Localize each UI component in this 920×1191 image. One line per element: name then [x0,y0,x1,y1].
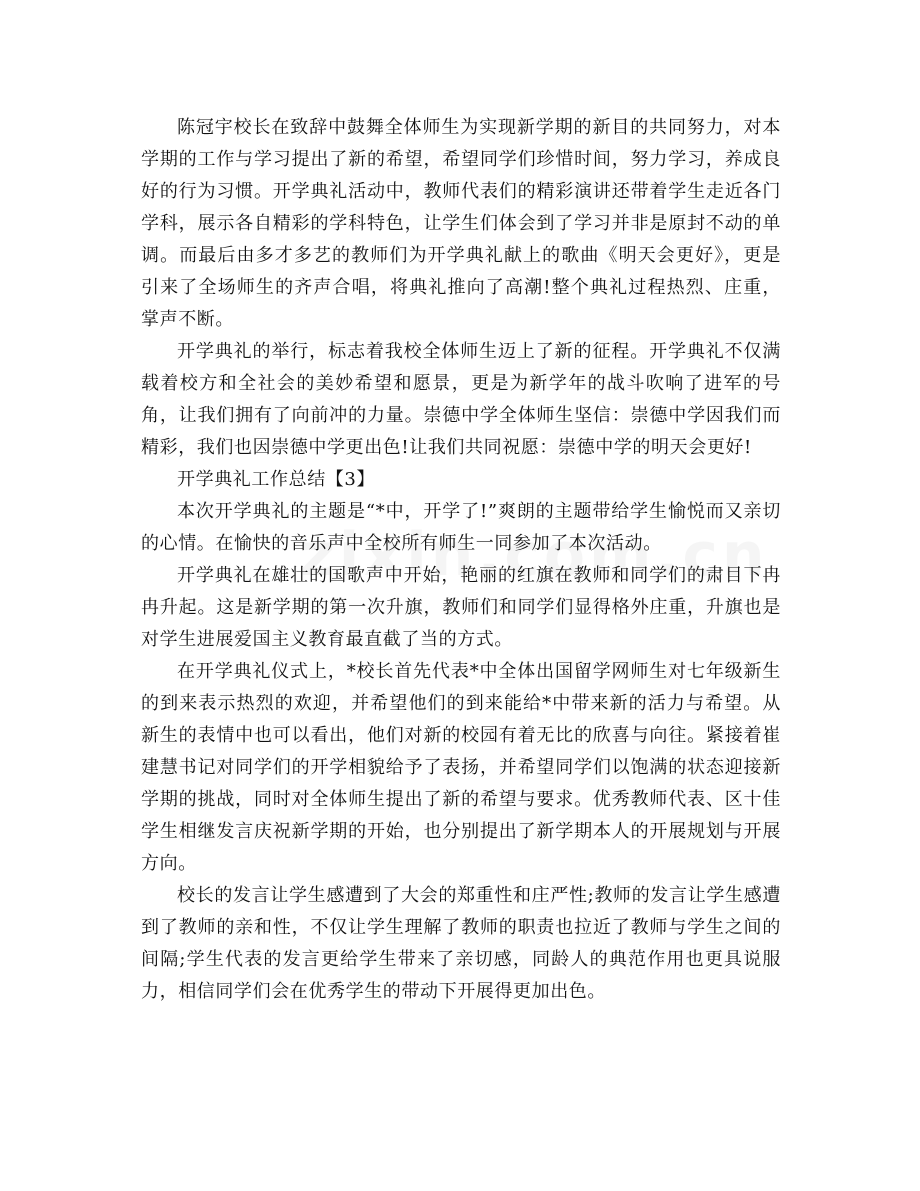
document-body [141,112,781,1008]
paragraph-new-journey: 开学典礼的举行，标志着我校全体师生迈上了新的征程。开学典礼不仅满载着校方和全社会的美妙希望和愿景，更是为新学年的战斗吹响了进军的号角，让我们拥有了向前冲的力量。崇德中学全体师生坚信：崇德中学因我们而精彩，我们也因崇德中学更出色!让我们共同祝愿：崇德中学的明天会更好! [141,341,781,458]
section-heading: 开学典礼工作总结【3】 [177,469,376,490]
paragraph-flag-raising: 开学典礼在雄壮的国歌声中开始，艳丽的红旗在教师和同学们的肃目下冉冉升起。这是新学期的第一次升旗，教师们和同学们显得格外庄重，升旗也是对学生进展爱国主义教育最直截了当的方式。 [141,565,781,650]
paragraph-principal-speech: 陈冠宇校长在致辞中鼓舞全体师生为实现新学期的新目的共同努力，对本学期的工作与学习提出了新的希望，希望同学们珍惜时间，努力学习，养成良好的行为习惯。开学典礼活动中，教师代表们的精彩演讲还带着学生走近各门学科，展示各自精彩的学科特色，让学生们体会到了学习并非是原封不动的单调。而最后由多才多艺的教师们为开学典礼献上的歌曲《明天会更好》，更是引来了全场师生的齐声合唱，将典礼推向了高潮!整个典礼过程热烈、庄重，掌声不断。 [141,117,781,330]
paragraph-speech-effects: 校长的发言让学生感遭到了大会的郑重性和庄严性;教师的发言让学生感遭到了教师的亲和性，不仅让学生理解了教师的职责也拉近了教师与学生之间的间隔;学生代表的发言更给学生带来了亲切感，同龄人的典范作用也更具说服力，相信同学们会在优秀学生的带动下开展得更加出色。 [141,885,781,1002]
paragraph-theme: 本次开学典礼的主题是“*中，开学了!”爽朗的主题带给学生愉悦而又亲切的心情。在愉快的音乐声中全校所有师生一同参加了本次活动。 [141,501,781,554]
paragraph-ceremony: 在开学典礼仪式上，*校长首先代表*中全体出国留学网师生对七年级新生的到来表示热烈的欢迎，并希望他们的到来能给*中带来新的活力与希望。从新生的表情中也可以看出，他们对新的校园有着无比的欣喜与向往。紧接着崔建慧书记对同学们的开学相貌给予了表扬，并希望同学们以饱满的状态迎接新学期的挑战，同时对全体师生提出了新的希望与要求。优秀教师代表、区十佳学生相继发言庆祝新学期的开始，也分别提出了新学期本人的开展规划与开展方向。 [141,661,781,874]
